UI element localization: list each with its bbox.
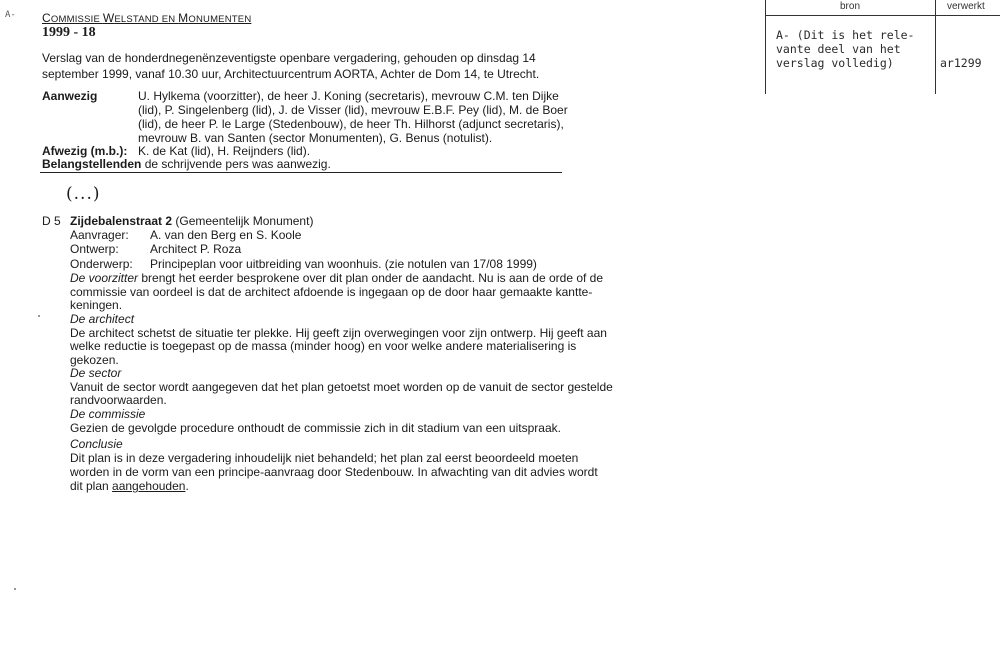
decision-keyword: aangehouden — [112, 479, 186, 493]
applicant-label: Aanvrager: — [70, 228, 129, 242]
margin-mark: A- — [5, 10, 16, 20]
sector-line-2: randvoorwaarden. — [70, 393, 167, 407]
intro-line-1: Verslag van de honderdnegenënzeventigste openbare vergadering, gehouden op dinsdag 14 — [42, 51, 536, 65]
chair-heading: De voorzitter — [70, 271, 139, 285]
chair-line-3: keningen. — [70, 298, 123, 312]
omission-marker: (...) — [66, 184, 101, 204]
item-title-suffix: (Gemeentelijk Monument) — [172, 214, 314, 228]
sector-heading: De sector — [70, 366, 122, 380]
form-processed-value: ar1299 — [940, 56, 982, 70]
item-title-line — [70, 214, 313, 228]
form-header-processed: verwerkt — [947, 1, 985, 12]
interested-label: Belangstellenden — [42, 157, 142, 171]
design-value: Architect P. Roza — [150, 242, 242, 256]
architect-heading: De architect — [70, 312, 135, 326]
chair-line-2: commissie van oordeel is dat de architect afdoende is ingegaan op de door haar gemaakte kantte- — [70, 285, 593, 299]
architect-line-3: gekozen. — [70, 353, 119, 367]
present-line-1: U. Hylkema (voorzitter), de heer J. Koning (secretaris), mevrouw C.M. ten Dijke — [138, 89, 559, 103]
header-divider — [40, 172, 562, 173]
item-title: Zijdebalenstraat 2 — [70, 214, 173, 228]
chair-text: brengt het eerder besprokene over dit plan onder de aandacht. Nu is aan de orde of de — [138, 271, 604, 285]
interested-line — [42, 157, 331, 171]
form-column-divider — [935, 0, 936, 94]
commission-line-1: Gezien de gevolgde procedure onthoudt de commissie zich in dit stadium van een uitspraak. — [70, 421, 561, 435]
item-code: D 5 — [42, 214, 61, 228]
absent-label: Afwezig (m.b.): — [42, 144, 128, 158]
architect-line-2: welke reductie is toegepast op de massa (minder hoog) en voor welke andere materialisering is — [70, 339, 577, 353]
sector-line-1: Vanuit de sector wordt aangegeven dat het plan getoetst moet worden op de vanuit de sector gestelde — [70, 380, 613, 394]
design-label: Ontwerp: — [70, 242, 119, 256]
scan-speck — [38, 315, 40, 317]
conclusion-heading: Conclusie — [70, 437, 123, 451]
form-source-line-2: vante deel van het — [776, 42, 901, 56]
form-source-line-3: verslag volledig) — [776, 56, 894, 70]
architect-line-1: De architect schetst de situatie ter plekke. Hij geeft zijn overwegingen voor zijn ontwerp. Hij geeft aan — [70, 326, 607, 340]
form-header-rule — [765, 15, 1000, 16]
chair-line-1 — [70, 271, 603, 285]
conclusion-line-2: worden in de vorm van een principe-aanvraag door Stedenbouw. In afwachting van dit advies wordt — [70, 465, 598, 479]
conclusion-line-1: Dit plan is in deze vergadering inhoudelijk niet behandeld; het plan zal eerst beoordeeld moeten — [70, 451, 579, 465]
intro-line-2: september 1999, vanaf 10.30 uur, Architectuurcentrum AORTA, Achter de Dom 14, te Utrecht. — [42, 67, 540, 81]
present-label: Aanwezig — [42, 89, 98, 103]
organization-name: COMMISSIE WELSTAND EN MONUMENTEN — [42, 11, 252, 25]
subject-label: Onderwerp: — [70, 257, 133, 271]
present-line-2: (lid), P. Singelenberg (lid), J. de Visser (lid), mevrouw E.B.F. Pey (lid), M. de Boer — [138, 103, 568, 117]
form-header-source: bron — [840, 1, 861, 12]
absent-text: K. de Kat (lid), H. Reijnders (lid). — [138, 144, 311, 158]
document-number: 1999 - 18 — [42, 25, 96, 40]
form-left-border — [765, 0, 766, 94]
commission-heading: De commissie — [70, 407, 146, 421]
interested-text: de schrijvende pers was aanwezig. — [141, 157, 331, 171]
present-line-3: (lid), de heer P. le Large (Stedenbouw), de heer Th. Hilhorst (adjunct secretaris), — [138, 117, 564, 131]
subject-value: Principeplan voor uitbreiding van woonhuis. (zie notulen van 17/08 1999) — [150, 257, 537, 271]
scan-speck — [14, 588, 16, 590]
present-line-4: mevrouw B. van Santen (sector Monumenten), G. Benus (notulist). — [138, 131, 493, 145]
form-source-line-1: A- (Dit is het rele- — [776, 28, 915, 42]
applicant-value: A. van den Berg en S. Koole — [150, 228, 302, 242]
conclusion-line-3: dit plan aangehouden. — [70, 479, 189, 493]
